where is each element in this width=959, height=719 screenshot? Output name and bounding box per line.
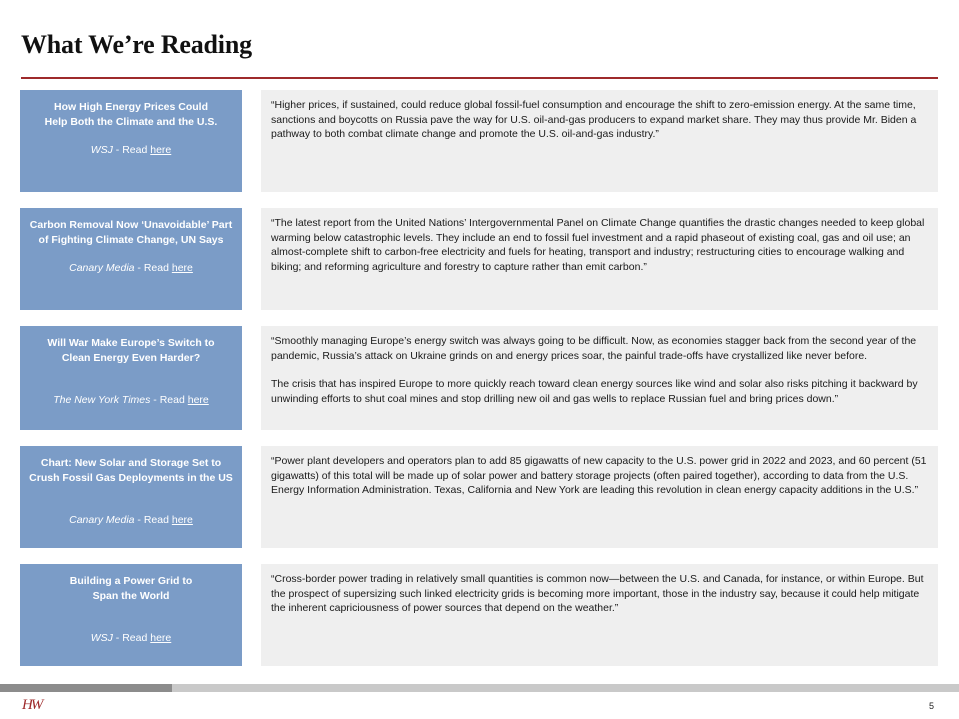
article-source bbox=[28, 261, 234, 276]
article-read-label: - Read bbox=[112, 144, 151, 156]
company-logo: HW bbox=[22, 697, 42, 713]
article-card bbox=[20, 446, 242, 548]
footer-bar-dark bbox=[0, 684, 172, 692]
article-source bbox=[28, 143, 234, 158]
quote-paragraph: “Higher prices, if sustained, could reduce global fossil-fuel consumption and encourage the shift to zero-emission energy. At the same time, sanctions and boycotts on Russia pave the way for U.S. oil-and-gas producers to expand market share. They may thus provide Mr. Biden a pathway to both combat climate change and promote the U.S. oil-and-gas industry.” bbox=[271, 99, 917, 140]
article-publication: The New York Times bbox=[53, 394, 151, 406]
article-headline: Building a Power Grid to Span the World bbox=[69, 575, 193, 602]
article-quote bbox=[261, 326, 938, 430]
article-row bbox=[20, 90, 938, 192]
article-row bbox=[20, 208, 938, 310]
quote-paragraph: The crisis that has inspired Europe to more quickly reach toward clean energy sources like wind and solar also risks pitching it backward by unwinding efforts to shut coal mines and stop drilling new oil and gas wells to replace Russian fuel and bring prices down.” bbox=[271, 378, 918, 405]
article-publication: WSJ bbox=[90, 144, 113, 156]
article-source bbox=[28, 393, 234, 408]
article-headline: Will War Make Europe’s Switch to Clean Energy Even Harder? bbox=[47, 337, 215, 364]
read-here-link[interactable]: here bbox=[150, 632, 172, 644]
article-read-label: - Read bbox=[112, 632, 151, 644]
article-quote bbox=[261, 564, 938, 666]
article-quote bbox=[261, 208, 938, 310]
article-publication: WSJ bbox=[90, 632, 113, 644]
article-source bbox=[28, 631, 234, 646]
article-publication: Canary Media bbox=[69, 514, 135, 526]
article-card bbox=[20, 564, 242, 666]
read-here-link[interactable]: here bbox=[171, 514, 193, 526]
article-row bbox=[20, 326, 938, 430]
read-here-link[interactable]: here bbox=[150, 144, 172, 156]
article-card bbox=[20, 208, 242, 310]
article-source bbox=[28, 513, 234, 528]
article-headline: How High Energy Prices Could Help Both the Climate and the U.S. bbox=[44, 101, 218, 128]
quote-paragraph: “Power plant developers and operators plan to add 85 gigawatts of new capacity to the U.S. power grid in 2022 and 2023, and 60 percent (51 gigawatts) of this total will be made up of solar power and battery storage projects (often paired together), according to data from the U.S. Energy Information Administration. Texas, California and New York are leading this revolution in clean energy capacity additions in the U.S.” bbox=[271, 455, 927, 496]
page-number: 5 bbox=[928, 701, 934, 711]
footer-bar-light bbox=[172, 684, 959, 692]
read-here-link[interactable]: here bbox=[171, 262, 193, 274]
article-read-label: - Read bbox=[134, 262, 172, 274]
quote-paragraph: “The latest report from the United Nations’ Intergovernmental Panel on Climate Change quantifies the drastic changes needed to keep global warming below catastrophic levels. They include an end to fossil fuel investment and a rapid phaseout of existing coal, gas and oil use; an almost-complete shift to carbon-free electricity and fuels for heating, transport and industry; restructuring cities to encourage walking and biking; and reforming agriculture and forestry to capture rather than emit carbon.” bbox=[271, 217, 925, 273]
page-title: What We’re Reading bbox=[21, 30, 252, 59]
read-here-link[interactable]: here bbox=[187, 394, 209, 406]
article-read-label: - Read bbox=[150, 394, 188, 406]
article-publication: Canary Media bbox=[69, 262, 135, 274]
article-row bbox=[20, 564, 938, 666]
article-quote bbox=[261, 446, 938, 548]
article-headline: Chart: New Solar and Storage Set to Crush Fossil Gas Deployments in the US bbox=[29, 457, 233, 484]
article-card bbox=[20, 326, 242, 430]
article-card bbox=[20, 90, 242, 192]
title-divider bbox=[21, 77, 938, 79]
quote-paragraph: “Smoothly managing Europe’s energy switch was always going to be difficult. Now, as economies stagger back from the second year of the pandemic, Russia’s attack on Ukraine grinds on and energy prices soar, the painful trade-offs have crystallized like never before. bbox=[271, 335, 917, 362]
article-row bbox=[20, 446, 938, 548]
quote-paragraph: “Cross-border power trading in relatively small quantities is common now—between the U.S. and Canada, for instance, or within Europe. But the prospect of supersizing such linked electricity grids is becoming more important, those in the industry say, because it could help mitigate the inherent capriciousness of power sources that depend on the weather.” bbox=[271, 573, 924, 614]
article-headline: Carbon Removal Now ‘Unavoidable’ Part of Fighting Climate Change, UN Says bbox=[29, 219, 233, 246]
article-read-label: - Read bbox=[134, 514, 172, 526]
article-quote bbox=[261, 90, 938, 192]
